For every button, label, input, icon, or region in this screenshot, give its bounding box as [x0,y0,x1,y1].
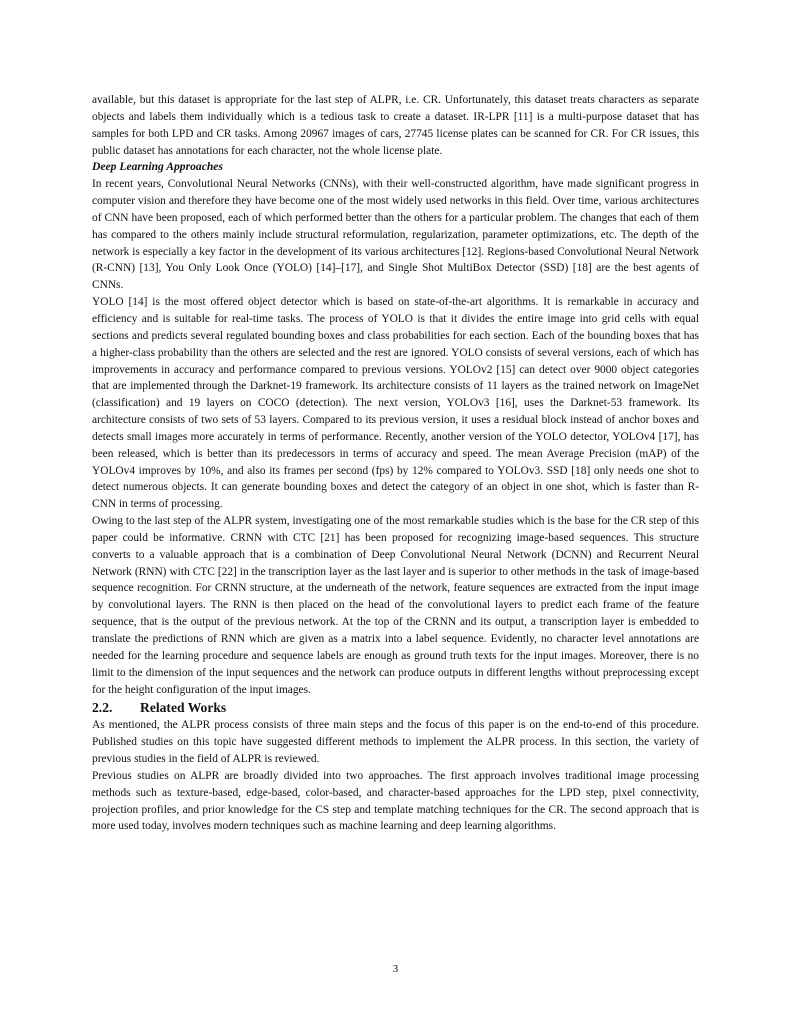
paragraph-previous-studies: Previous studies on ALPR are broadly divided into two approaches. The first approach involves traditional image processing methods such as texture-based, edge-based, color-based, and character-based approaches for the LPD step, pixel connectivity, projection profiles, and prior knowledge for the CS step and template matching techniques for the CR. The second approach that is more used today, involves modern techniques such as machine learning and deep learning algorithms. [92,769,699,833]
paragraph-yolo: YOLO [14] is the most offered object detector which is based on state-of-the-art algorithms. It is remarkable in accuracy and efficiency and is suitable for real-time tasks. The process of YOLO is that it divides the entire image into grid cells with equal sections and predicts several regulated bounding boxes and class probabilities for each section. Each of the bounding boxes that has a higher-class probability than the others are selected and the rest are ignored. YOLO consists of several versions, each of which has improvements in accuracy and performance compared to previous versions. YOLOv2 [15] can detect over 9000 object categories that are implemented through the Darknet-19 framework. Its architecture consists of 11 layers as the trained network on ImageNet (classification) and 19 layers on COCO (detection). The next version, YOLOv3 [16], uses the Darknet-53 framework. Its architecture consists of two sets of 53 layers. Compared to its previous version, it uses a residual block instead of anchor boxes and detects small images more accurately in terms of performance. Recently, another version of the YOLO detector, YOLOv4 [17], has been released, which is better than its predecessors in terms of accuracy and speed. The mean Average Precision (mAP) of the YOLOv4 improves by 10%, and also its frames per second (fps) by 12% compared to YOLOv3. SSD [18] only needs one shot to detect numerous objects. It can generate bounding boxes and detect the category of an object in one shot, which is faster than R-CNN in terms of processing. [92,296,699,511]
page-number: 3 [392,963,399,975]
paragraph-cnn: In recent years, Convolutional Neural Networks (CNNs), with their well-constructed algorithm, have made significant progress in computer vision and therefore they have become one of the most widely used networks in this field. Over time, various architectures of CNN have been proposed, each of which performed better than the others for a particular problem. The changes that each of them has compared to the others mainly include structural reformulation, regularization, parameter optimizations, etc. The depth of the network is especially a key factor in the development of its various architectures [12]. Regions-based Convolutional Neural Network (R-CNN) [13], You Only Look Once (YOLO) [14]–[17], and Single Shot MultiBox Detector (SSD) [18] are the best agents of CNNs. [92,178,699,292]
section-title: Related Works [140,700,227,716]
section-number: 2.2. [92,700,113,716]
section-heading-related-works [92,698,699,717]
paragraph-alpr-process: As mentioned, the ALPR process consists of three main steps and the focus of this paper is on the end-to-end of this procedure. Published studies on this topic have suggested different methods to implement the ALPR process. In this section, the variety of previous studies in the field of ALPR is reviewed. [92,719,699,766]
paragraph-crnn: Owing to the last step of the ALPR system, investigating one of the most remarkable studies which is the base for the CR step of this paper could be informative. CRNN with CTC [21] has been proposed for recognizing image-based sequences. This structure converts to a valuable approach that is a combination of Deep Convolutional Neural Network (DCNN) and Recurrent Neural Network (RNN) with CTC [22] in the transcription layer as the last layer and is superior to other methods in the task of image-based sequence recognition. For CRNN structure, at the underneath of the network, feature sequences are extracted from the input image by convolutional layers. The RNN is then placed on the head of the convolutional layers to predict each frame of the feature sequence, that is the output of the previous network. At the top of the CRNN and its output, a transcription layer is embedded to translate the predictions of RNN which are given as a matrix into a label sequence. Evidently, no character level annotations are needed for the learning procedure and sequence labels are enough as ground truth texts for the input images. Moreover, there is no limit to the dimension of the input sequences and the network can produce outputs in different lengths without preprocessing except for the height configuration of the input images. [92,515,699,696]
page-body [92,92,699,835]
paragraph-dataset-ir-lpr: available, but this dataset is appropriate for the last step of ALPR, i.e. CR. Unfortunately, this dataset treats characters as separate objects and labels them individually which is a tedious task to create a dataset. IR-LPR [11] is a multi-purpose dataset that has samples for both LPD and CR tasks. Among 20967 images of cars, 27745 license plates can be scanned for CR. For CR issues, this public dataset has annotations for each character, not the whole license plate. [92,94,699,157]
subheading-deep-learning: Deep Learning Approaches [92,160,223,174]
